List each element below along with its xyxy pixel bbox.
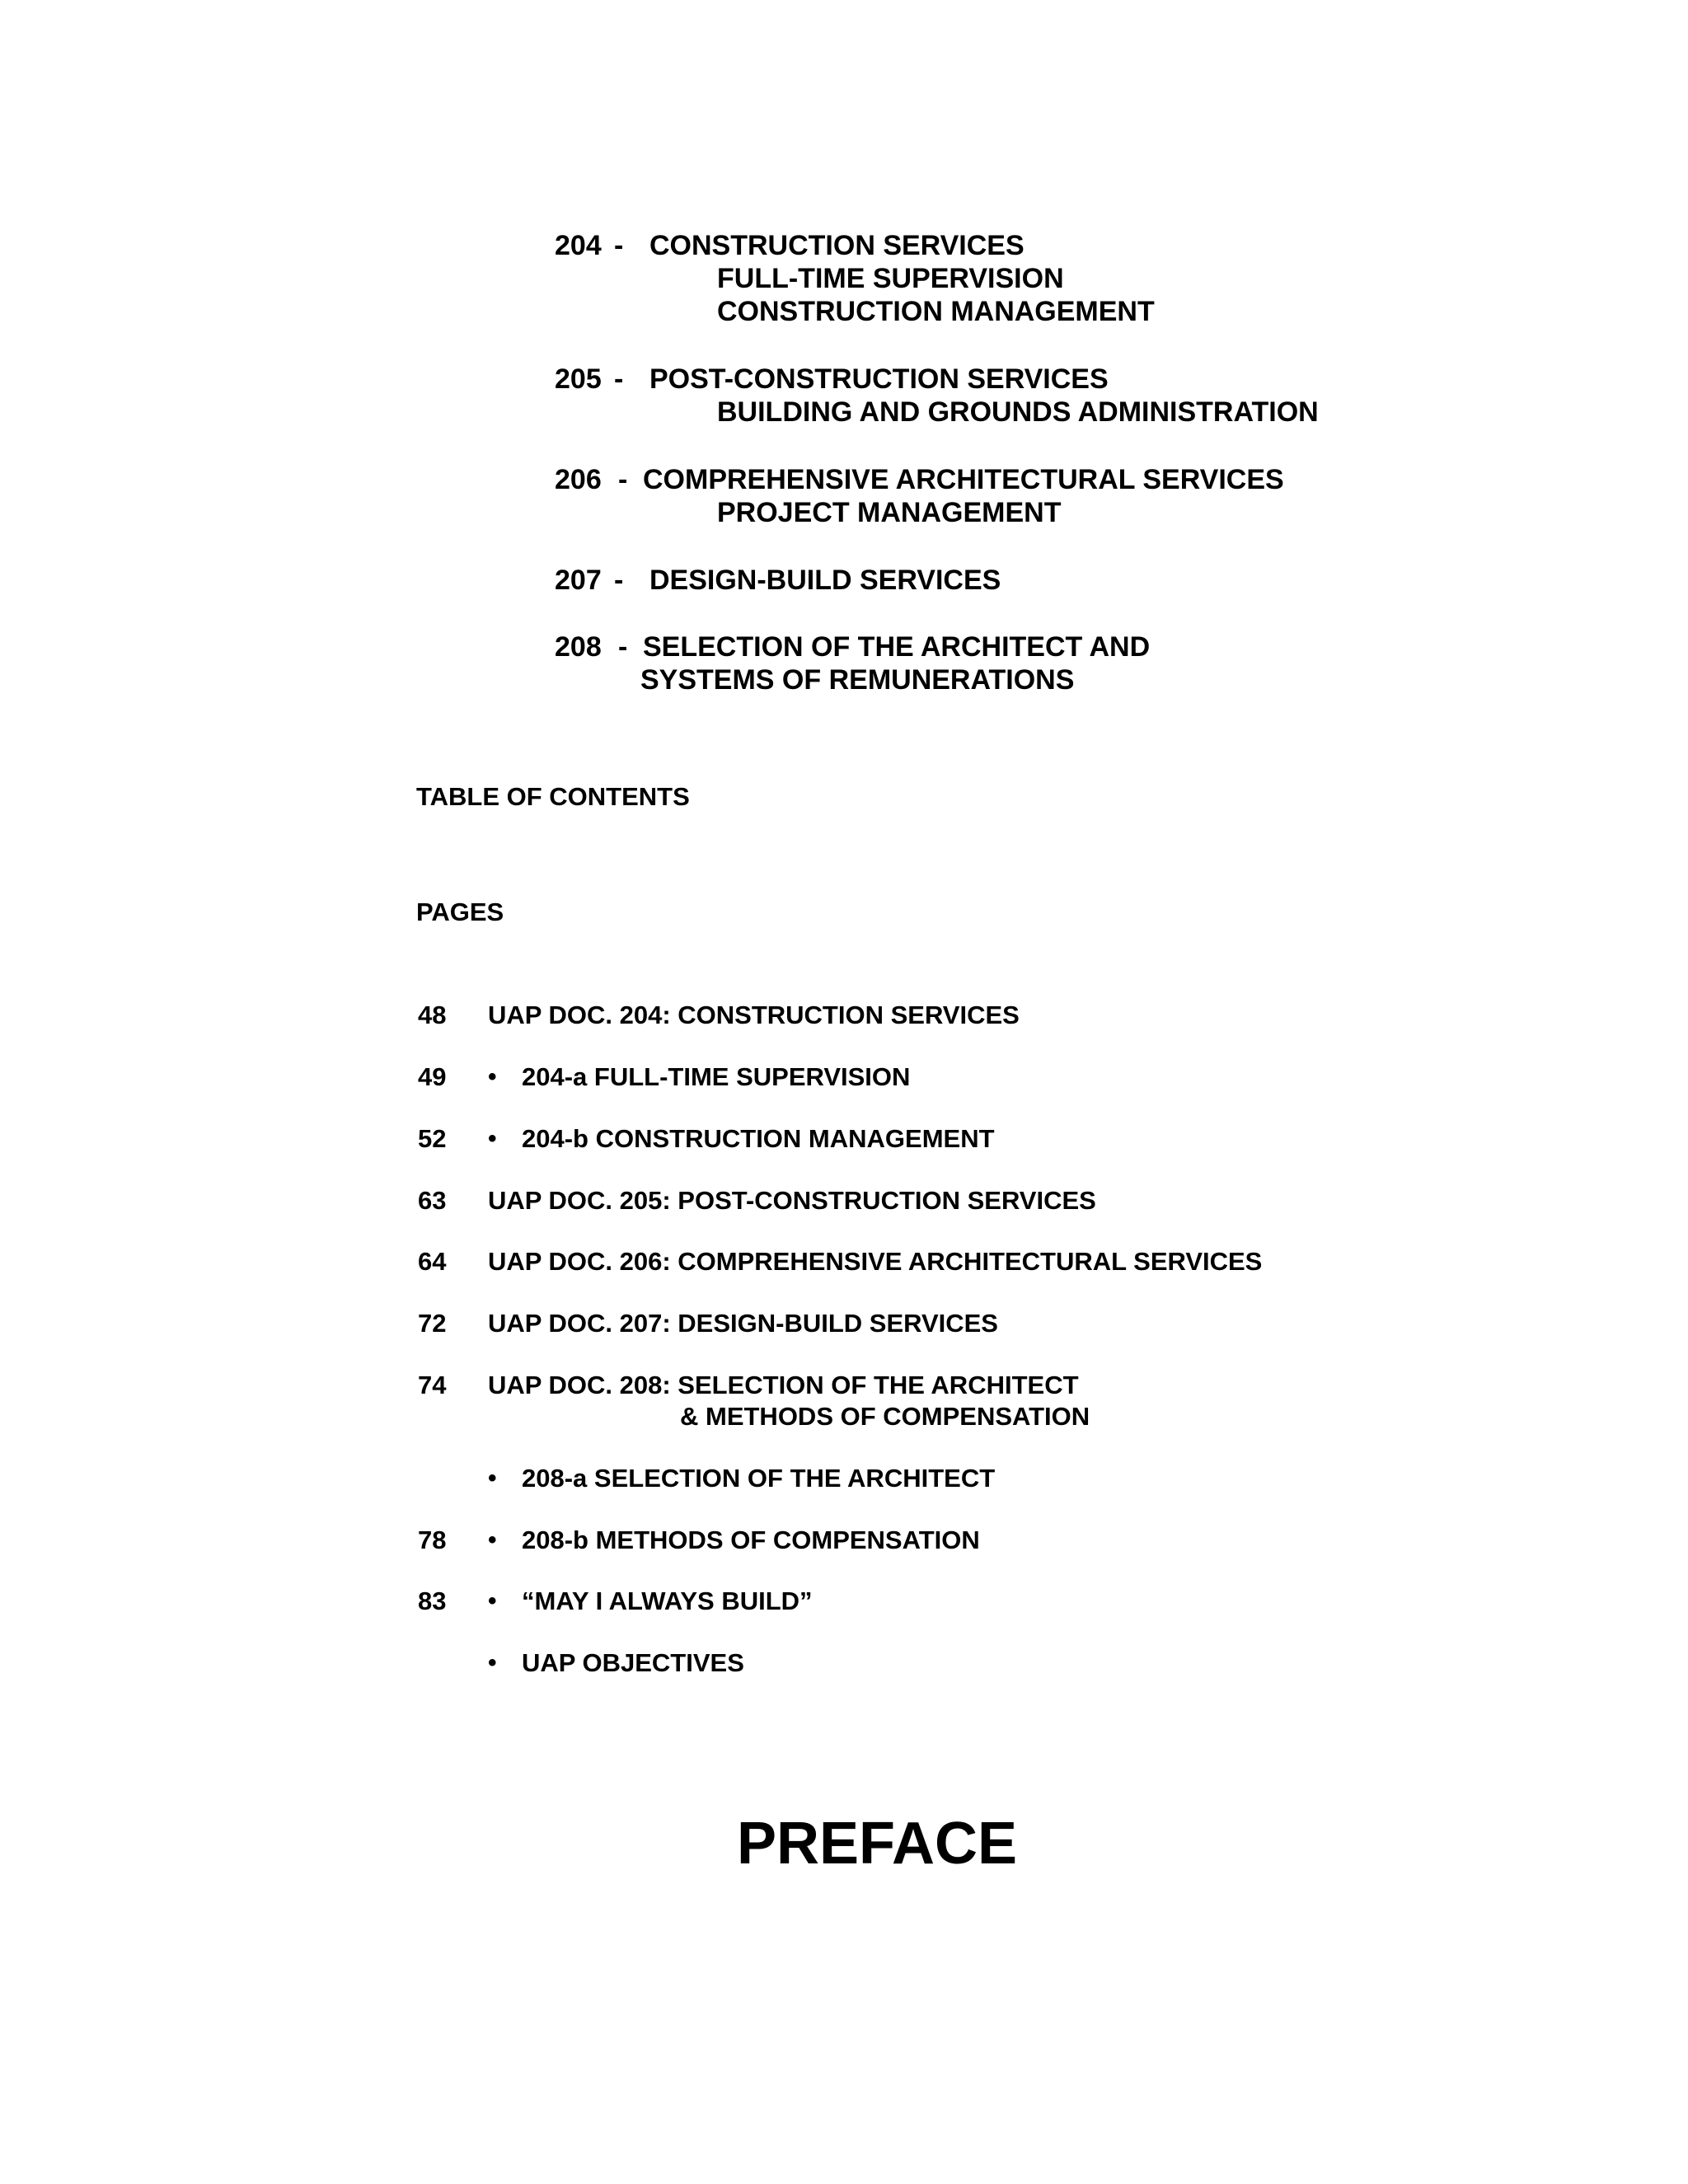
toc-entry-text: UAP DOC. 205: POST-CONSTRUCTION SERVICES	[488, 1186, 1096, 1215]
toc-page-number: 78	[418, 1526, 447, 1554]
bullet-icon: •	[488, 1063, 497, 1090]
bullet-icon: •	[488, 1125, 497, 1152]
preface-title: PREFACE	[736, 1811, 1018, 1877]
toc-page-number: 72	[418, 1309, 447, 1338]
toc-entry-text: UAP DOC. 204: CONSTRUCTION SERVICES	[488, 1001, 1020, 1029]
toc-page-number: 48	[418, 1001, 447, 1029]
pages-heading: PAGES	[416, 898, 504, 926]
toc-entry-text: UAP DOC. 207: DESIGN-BUILD SERVICES	[488, 1309, 998, 1338]
toc-entry-text: 208-b METHODS OF COMPENSATION	[522, 1526, 980, 1554]
service-code: 205	[555, 363, 602, 395]
service-title: COMPREHENSIVE ARCHITECTURAL SERVICES	[643, 464, 1284, 495]
toc-entry-text: 204-b CONSTRUCTION MANAGEMENT	[522, 1124, 995, 1153]
service-subline: FULL-TIME SUPERVISION	[717, 263, 1064, 294]
toc-page-number: 52	[418, 1124, 447, 1153]
service-subline: SYSTEMS OF REMUNERATIONS	[640, 664, 1075, 696]
service-code: 206	[555, 464, 602, 495]
toc-entry-text: “MAY I ALWAYS BUILD”	[522, 1586, 813, 1615]
toc-entry-continuation: & METHODS OF COMPENSATION	[680, 1402, 1090, 1431]
service-separator: -	[614, 363, 624, 395]
toc-entry-text: UAP DOC. 208: SELECTION OF THE ARCHITECT	[488, 1371, 1079, 1399]
bullet-icon: •	[488, 1526, 497, 1554]
toc-entry-text: 204-a FULL-TIME SUPERVISION	[522, 1062, 911, 1091]
service-separator: -	[614, 230, 624, 261]
service-title: DESIGN-BUILD SERVICES	[649, 565, 1001, 596]
toc-page-number: 83	[418, 1586, 447, 1615]
service-separator: -	[618, 631, 628, 663]
toc-heading: TABLE OF CONTENTS	[416, 782, 690, 811]
service-code: 204	[555, 230, 602, 261]
toc-entry-text: 208-a SELECTION OF THE ARCHITECT	[522, 1464, 996, 1493]
toc-entry-text: UAP DOC. 206: COMPREHENSIVE ARCHITECTURAL SERVICES	[488, 1247, 1263, 1276]
service-title: CONSTRUCTION SERVICES	[649, 230, 1025, 261]
toc-entry-text: UAP OBJECTIVES	[522, 1648, 744, 1677]
toc-page-number: 63	[418, 1186, 447, 1215]
service-code: 208	[555, 631, 602, 663]
service-separator: -	[618, 464, 628, 495]
bullet-icon: •	[488, 1649, 497, 1676]
service-code: 207	[555, 565, 602, 596]
service-title: POST-CONSTRUCTION SERVICES	[649, 363, 1109, 395]
service-subline: BUILDING AND GROUNDS ADMINISTRATION	[717, 396, 1319, 428]
toc-page-number: 49	[418, 1062, 447, 1091]
toc-page-number: 74	[418, 1371, 447, 1399]
service-title: SELECTION OF THE ARCHITECT AND	[643, 631, 1151, 663]
bullet-icon: •	[488, 1587, 497, 1615]
service-subline: PROJECT MANAGEMENT	[717, 497, 1062, 528]
toc-page-number: 64	[418, 1247, 447, 1276]
bullet-icon: •	[488, 1465, 497, 1492]
service-separator: -	[614, 565, 624, 596]
service-subline: CONSTRUCTION MANAGEMENT	[717, 296, 1155, 327]
